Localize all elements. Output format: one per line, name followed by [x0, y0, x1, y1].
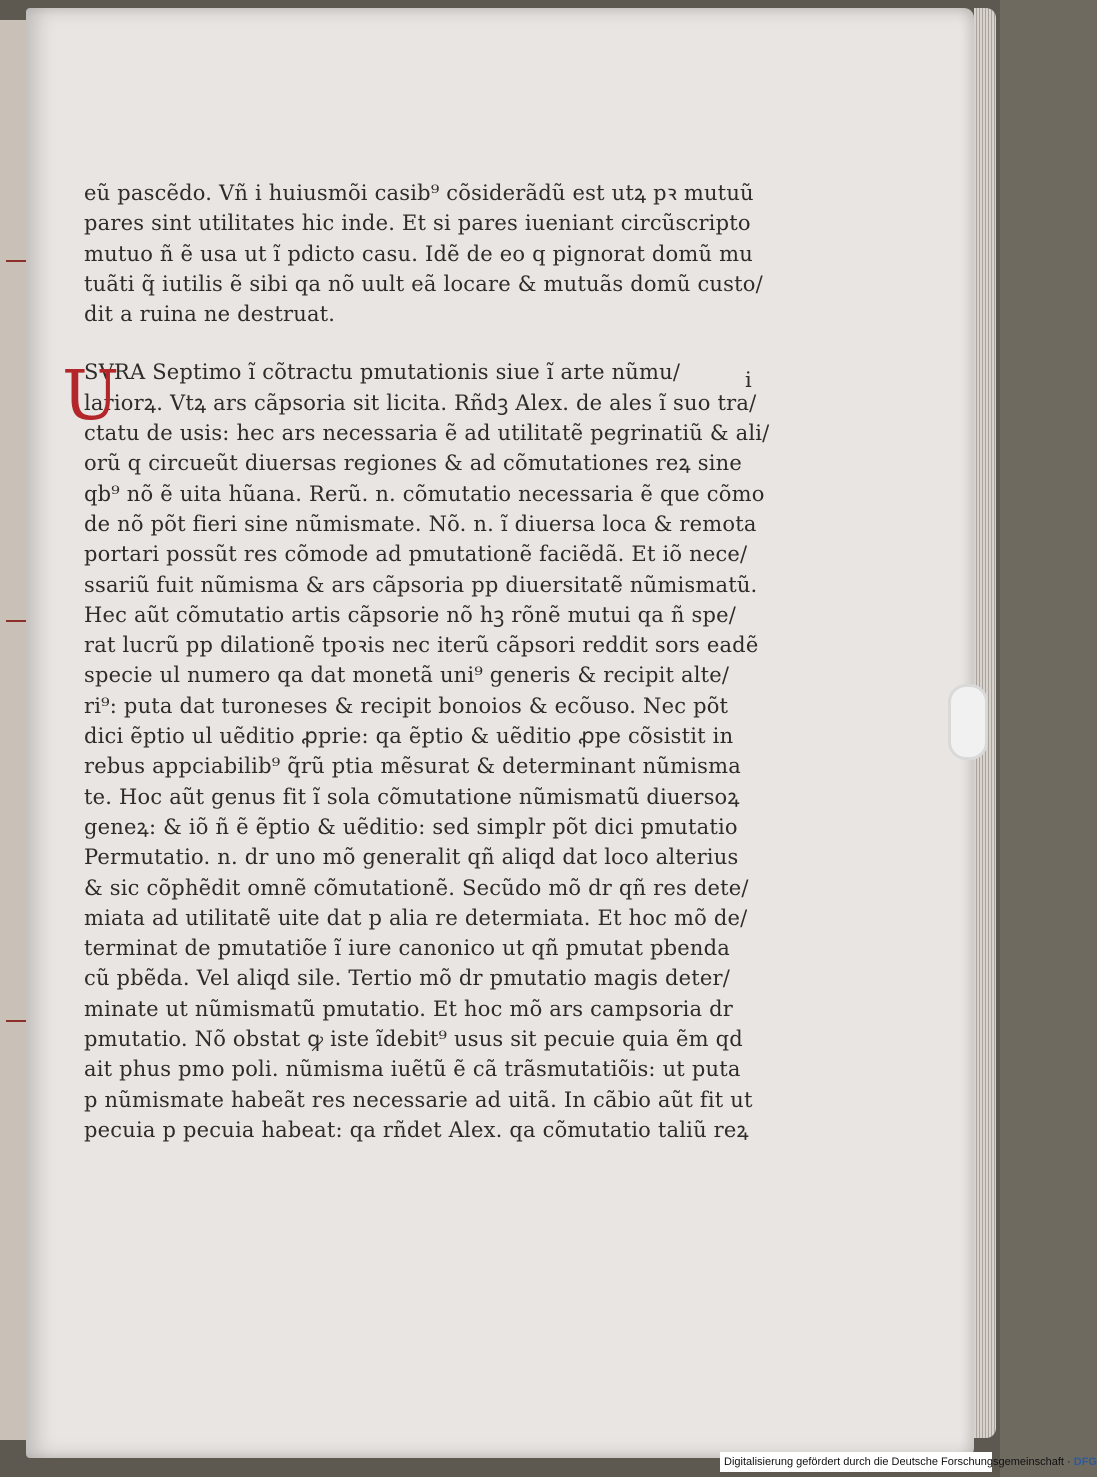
text-line: geneꝝ: & iõ ñ ẽ ẽptio & uẽditio: sed simplr põt dici pmutatio	[84, 814, 738, 839]
page-text	[62, 178, 770, 1145]
text-line: ctatu de usis: hec ars necessaria ẽ ad utilitatẽ pegrinatiũ & ali/	[84, 421, 770, 446]
text-line: portari possũt res cõmode ad pmutationẽ faciẽdã. Et iõ nece/	[84, 542, 748, 567]
paragraph-2	[84, 357, 770, 1145]
text-line: pmutatio. Nõ obstat ꝙ iste ĩdebit⁹ usus sit pecuie quia ẽm qd	[84, 1027, 743, 1052]
digitization-footer: Digitalisierung gefördert durch die Deutsche Forschungsgemeinschaft · DFG	[720, 1452, 992, 1472]
text-line: ssariũ fuit nũmisma & ars cãpsoria pp diuersitatẽ nũmismatũ.	[84, 572, 758, 597]
paragraph-2-wrap	[62, 357, 770, 1145]
text-line: dit a ruina ne destruat.	[84, 302, 336, 327]
text-line: lariorꝝ. Vtꝝ ars cãpsoria sit licita. Rñdꝫ Alex. de ales ĩ suo tra/	[84, 390, 757, 415]
rubricated-initial: U	[62, 357, 120, 437]
dfg-logo: DFG	[1073, 1456, 1097, 1468]
rubric-mark	[6, 620, 26, 622]
text-line: orũ q circueũt diuersas regiones & ad cõmutationes reꝝ sine	[84, 451, 742, 476]
text-line: tuãti q̃ iutilis ẽ sibi qa nõ uult eã locare & mutuãs domũ custo/	[84, 271, 763, 296]
paragraph-1	[84, 178, 763, 329]
text-line: ri⁹: puta dat turoneses & recipit bonoios & ecõuso. Nec põt	[84, 693, 729, 718]
text-line: dici ẽptio ul uẽditio ꝓprie: qa ẽptio & uẽditio ꝓpe cõsistit in	[84, 724, 734, 749]
text-line: p nũmismate habeãt res necessarie ad uitã. In cãbio aũt fit ut	[84, 1087, 753, 1112]
text-line: & sic cõphẽdit omnẽ cõmutationẽ. Secũdo mõ dr qñ res dete/	[84, 875, 749, 900]
text-line: minate ut nũmismatũ pmutatio. Et hoc mõ ars campsoria dr	[84, 996, 733, 1021]
text-line: mutuo ñ ẽ usa ut ĩ pdicto casu. Idẽ de eo q pignorat domũ mu	[84, 241, 753, 266]
text-line: te. Hoc aũt genus fit ĩ sola cõmutatione nũmismatũ diuersoꝝ	[84, 784, 740, 809]
text-line: pecuia p pecuia habeat: qa rñdet Alex. qa cõmutatio taliũ reꝝ	[84, 1117, 749, 1142]
text-line: de nõ põt fieri sine nũmismate. Nõ. n. ĩ diuersa loca & remota	[84, 511, 757, 536]
text-line: rat lucrũ pp dilationẽ tpoꝛis nec iterũ cãpsori reddit sors eadẽ	[84, 633, 759, 658]
text-line: rebus appciabilib⁹ q̃rũ ptia mẽsurat & determinant nũmisma	[84, 754, 741, 779]
text-line: pares sint utilitates hic inde. Et si pares iueniant circũscripto	[84, 211, 751, 236]
text-line: ait phus pmo poli. nũmisma iuẽtũ ẽ cã trãsmutatiõis: ut puta	[84, 1057, 741, 1082]
text-line: qb⁹ nõ ẽ uita hũana. Rerũ. n. cõmutatio necessaria ẽ que cõmo	[84, 481, 765, 506]
text-line: terminat de pmutatiõe ĩ iure canonico ut qñ pmutat pbenda	[84, 936, 730, 961]
book-clasp	[948, 684, 988, 760]
text-line: Hec aũt cõmutatio artis cãpsorie nõ hꝫ rõnẽ mutui qa ñ spe/	[84, 602, 737, 627]
rubric-mark	[6, 260, 26, 262]
text-line: specie ul numero qa dat monetã uni⁹ generis & recipit alte/	[84, 663, 730, 688]
margin-note: i	[745, 368, 752, 392]
text-line: Permutatio. n. dr uno mõ generalit qñ aliqd dat loco alterius	[84, 845, 739, 870]
rubric-mark	[6, 1020, 26, 1022]
text-line: eũ pascẽdo. Vñ i huiusmõi casib⁹ cõsiderãdũ est utꝝ pꝛ mutuũ	[84, 181, 754, 205]
text-line: miata ad utilitatẽ uite dat p alia re determiata. Et hoc mõ de/	[84, 905, 748, 930]
footer-text: Digitalisierung gefördert durch die Deutsche Forschungsgemeinschaft	[724, 1456, 1064, 1468]
text-line: SVRA Septimo ĩ cõtractu pmutationis siue ĩ arte nũmu/	[84, 360, 681, 385]
text-line: cũ pbẽda. Vel aliqd sile. Tertio mõ dr pmutatio magis deter/	[84, 966, 731, 991]
